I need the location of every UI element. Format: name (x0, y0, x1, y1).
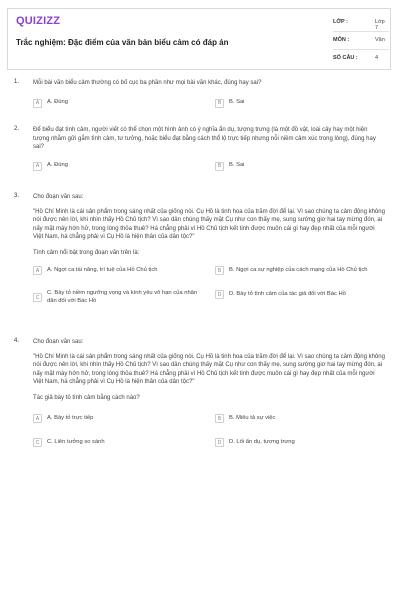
option-letter-box: A (33, 99, 42, 108)
option-letter-box: A (33, 162, 42, 171)
option-text: C. Bày tỏ niềm ngưỡng vọng và kính yêu vô hạn của nhân dân đối với Bác Hồ (47, 290, 198, 304)
question-intro: Cho đoạn văn sau: (33, 194, 84, 200)
meta-table (333, 14, 389, 67)
option-a[interactable] (33, 266, 203, 275)
option-text: B. Miêu tả sự việc (229, 414, 276, 421)
question-body (33, 79, 385, 113)
option-a[interactable] (33, 414, 203, 423)
option-letter-box: A (33, 266, 42, 275)
question-number: 1. (14, 79, 20, 85)
option-text: B. Sai (229, 162, 245, 169)
option-letter-box: B (215, 414, 224, 423)
quizizz-logo: QUIZIZZ (16, 15, 61, 27)
option-text: C. Liên tưởng so sánh (47, 438, 105, 445)
meta-row-subject (333, 32, 389, 50)
question-number: 4. (14, 338, 20, 344)
meta-label: SỐ CÂU : (333, 55, 358, 61)
option-letter-box: A (33, 414, 42, 423)
option-letter-box: C (33, 438, 42, 447)
option-text: A. Bày tỏ trực tiếp (47, 414, 94, 421)
option-text: D. Bày tỏ tình cảm của tác giả đối với Bác Hồ (229, 290, 346, 297)
option-letter-box: B (215, 266, 224, 275)
question-intro: Cho đoạn văn sau: (33, 339, 84, 345)
meta-label: LỚP : (333, 19, 348, 25)
option-d[interactable] (215, 438, 385, 447)
option-letter-box: B (215, 99, 224, 108)
question-body (33, 126, 385, 176)
meta-row-grade (333, 14, 389, 32)
option-a[interactable] (33, 99, 203, 108)
option-d[interactable] (215, 290, 385, 299)
option-text: A. Ngợi ca tài năng, trí tuệ của Hồ Chủ tịch (47, 266, 158, 273)
option-c[interactable] (33, 438, 203, 447)
option-letter-box: B (215, 162, 224, 171)
option-text: A. Đúng (47, 99, 68, 106)
question-body (33, 338, 385, 452)
meta-row-count (333, 50, 389, 67)
option-b[interactable] (215, 99, 385, 108)
options-row (33, 162, 385, 176)
passage-text: "Hồ Chí Minh là cái sản phẩm trong sáng nhất của giống nòi. Cụ Hồ là tinh hoa của trăm đời để lại. Vì sao chúng ta cảm động không nói được nên lời, khi nhìn thấy Hồ Chủ tịch? Vì sao dân chúng thấy mặt Cụ như con thấy mẹ, sung sướng giơ hai tay mừng đón, ai nấy mặt mày hớn hở, trong lòng thỏa thuê? Há chẳng phải vì Hồ Chủ tịch kết tinh được muôn cái gì hay đẹp nhất của mỗi người Việt Nam, há chẳng phải vì Cụ Hồ là hiện thân của dân tộc?" (33, 353, 385, 385)
option-b[interactable] (215, 414, 385, 423)
options-row (33, 290, 385, 310)
question-prompt: Tác giả bày tỏ tình cảm bằng cách nào? (33, 394, 140, 401)
meta-value: 4 (375, 55, 379, 61)
worksheet-title: Trắc nghiệm: Đặc điểm của văn bản biểu cảm có đáp án (16, 38, 229, 47)
option-b[interactable] (215, 162, 385, 171)
passage-text: "Hồ Chí Minh là cái sản phẩm trong sáng nhất của giống nòi. Cụ Hồ là tinh hoa của trăm đời để lại. Vì sao chúng ta cảm động không nói được nên lời, khi nhìn thấy Hồ Chủ tịch? Vì sao dân chúng thấy mặt Cụ như con thấy mẹ, sung sướng giơ hai tay mừng đón, ai nấy mặt mày hớn hở, trong lòng thỏa thuê? Há chẳng phải vì Hồ Chủ tịch kết tinh được muôn cái gì hay đẹp nhất của mỗi người Việt Nam, há chẳng phải vì Cụ Hồ là hiện thân của dân tộc?" (33, 208, 385, 240)
option-text: B. Ngợi ca sự nghiệp của cách mạng của Hồ Chủ tịch (229, 266, 368, 273)
options-row (33, 266, 385, 286)
option-letter-box: D (215, 438, 224, 447)
option-text: D. Lối ẩn dụ, tượng trưng (229, 438, 295, 445)
option-letter-box: C (33, 293, 42, 302)
meta-value: Lớp 7 (375, 19, 385, 31)
question-body (33, 193, 385, 310)
question-number: 2. (14, 126, 20, 132)
question-text: Mỗi bài văn biểu cảm thường có bố cục ba phần như mọi bài văn khác, đúng hay sai? (33, 80, 262, 86)
worksheet-header (7, 8, 391, 70)
option-b[interactable] (215, 266, 385, 275)
meta-value: Văn (375, 37, 385, 43)
options-row (33, 438, 385, 452)
question-prompt: Tình cảm nổi bật trong đoạn văn trên là: (33, 249, 140, 256)
option-letter-box: D (215, 290, 224, 299)
option-a[interactable] (33, 162, 203, 171)
question-number: 3. (14, 193, 20, 199)
question-text: Để biểu đạt tình cảm, người viết có thể chọn một hình ảnh có ý nghĩa ẩn dụ, tượng trưng (là một đồ vật, loài cây hay một hiện tượng nhằm gửi gắm tình cảm, tư tưởng, hoặc biểu đạt bằng cách thổ lộ trực tiếp nhưng nỗi niềm cảm xúc trong lòng), đúng hay sai? (33, 127, 376, 150)
option-text: A. Đúng (47, 162, 68, 169)
option-c[interactable] (33, 290, 203, 305)
meta-label: MÔN : (333, 37, 350, 43)
options-row (33, 414, 385, 432)
options-row (33, 99, 385, 113)
option-text: B. Sai (229, 99, 245, 106)
